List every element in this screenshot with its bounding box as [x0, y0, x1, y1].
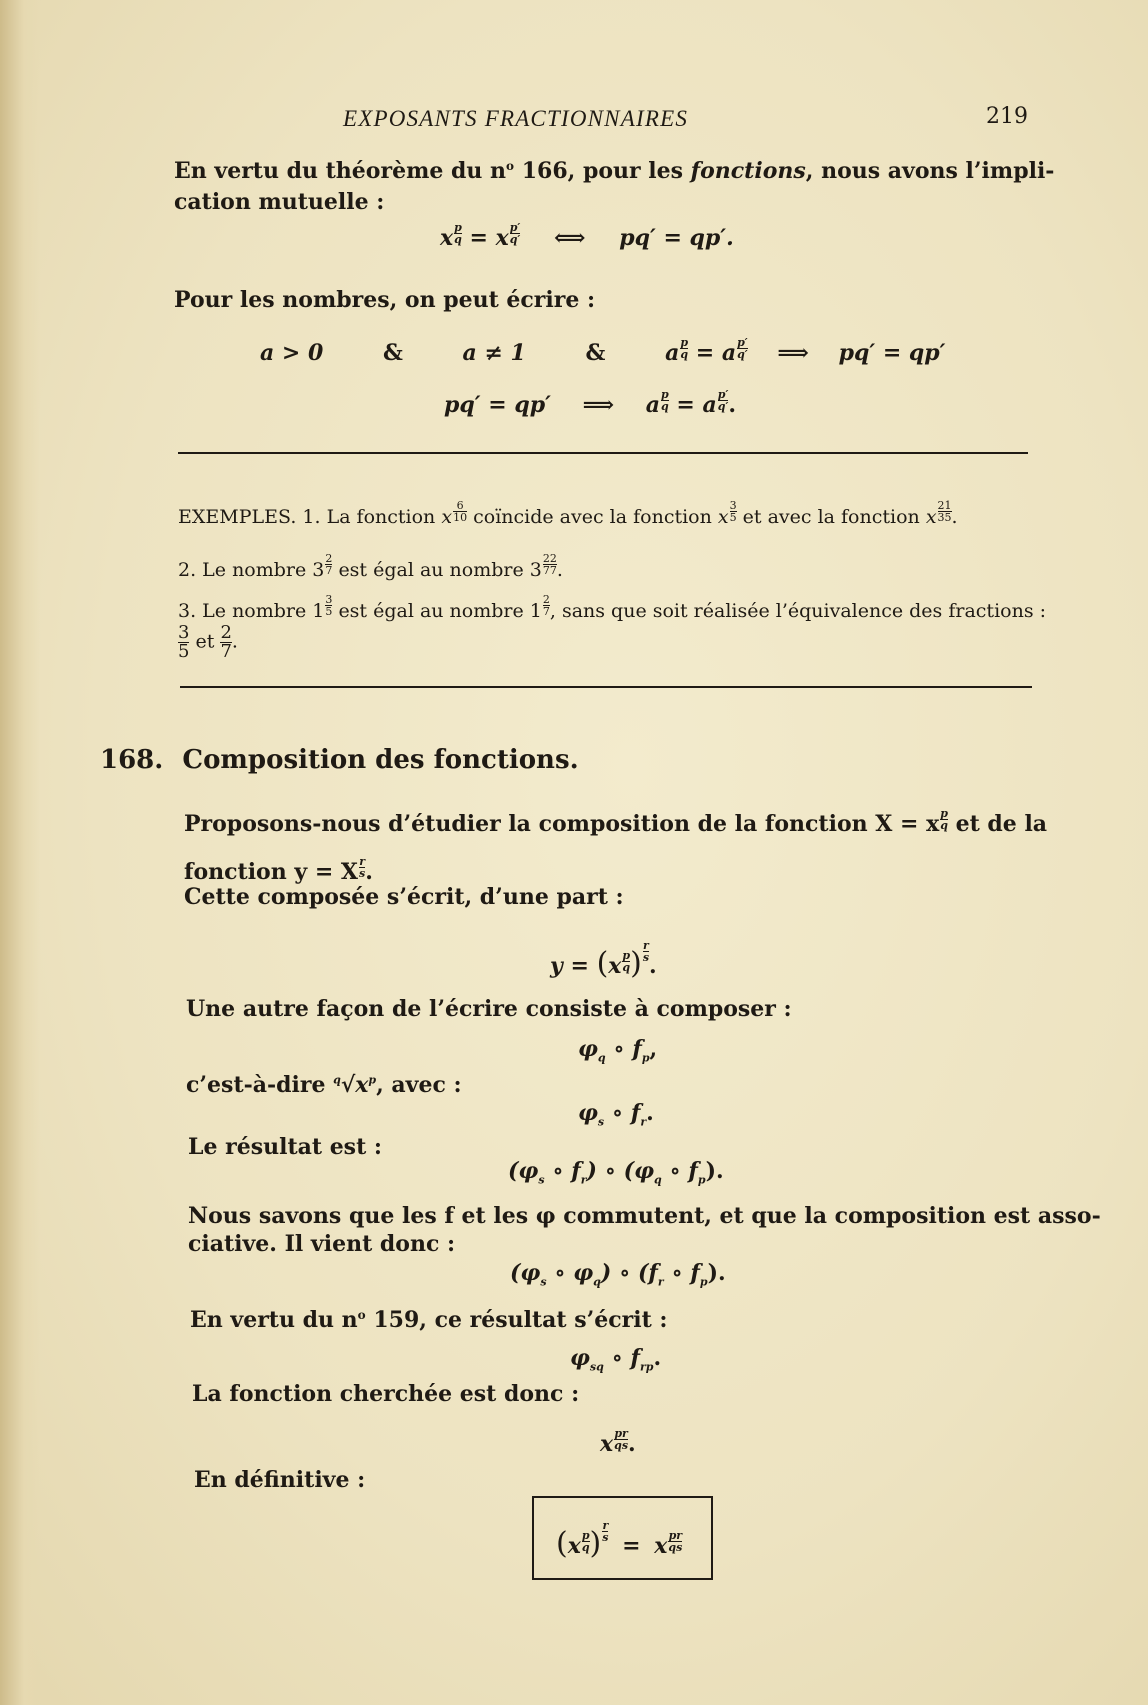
examples-top-rule	[178, 452, 1028, 454]
section-paragraph-6: Le résultat est :	[188, 1134, 383, 1160]
result-composition-1: ($\varphi_s$ ∘ $f_r$) ∘ ($\varphi_q$ ∘ $f_p$).	[508, 1158, 724, 1187]
example-3: 3. Le nombre 1 $\frac{3}{5}$ est égal au nombre 1 $\frac{2}{7}$ , sans que soit réalisée l’équivalence des fractions :	[178, 593, 1047, 622]
composition-phi-s-f-r: $\varphi_s$ ∘ $f_r$.	[578, 1100, 654, 1129]
equation-numbers-converse: pq′ = qp′ ⟹ a $\frac{p}{q}$ = a $\frac{p'}{q'}$ .	[444, 388, 737, 418]
section-paragraph-10: En définitive :	[194, 1467, 366, 1493]
section-paragraph-5: c’est-à-dire $^q√x^p$, avec :	[186, 1072, 462, 1098]
intro-line-1: En vertu du théorème du $n^o$ 166, pour les fonctions, nous avons l’impli-	[174, 158, 1055, 184]
section-paragraph-3: Cette composée s’écrit, d’une part :	[184, 884, 624, 910]
composition-phi-q-f-p: $\varphi_q$ ∘ $f_p$,	[578, 1036, 658, 1065]
section-paragraph-7b: ciative. Il vient donc :	[188, 1231, 456, 1257]
book-spine-shadow	[0, 0, 40, 1705]
section-paragraph-4: Une autre façon de l’écrire consiste à composer :	[186, 996, 792, 1022]
equation-numbers-condition: a > 0 & a ≠ 1 & a $\frac{p}{q}$ = a $\frac{p'}{q'}$ ⟹ pq′ = qp′	[260, 336, 946, 366]
examples-bottom-rule	[180, 686, 1032, 688]
equation-function-implication: x $\frac{p}{q}$ = x $\frac{p'}{q'}$ ⟺ pq′ = qp′.	[440, 221, 734, 251]
intro-line-2: cation mutuelle :	[174, 189, 385, 215]
section-heading	[100, 745, 579, 775]
section-paragraph-1: Proposons-nous d’étudier la composition de la fonction X = x $\frac{p}{q}$ et de la	[184, 807, 1048, 837]
example-1: EXEMPLES. 1. La fonction x $\frac{6}{10}$ coïncide avec la fonction x $\frac{3}{5}$ et avec la fonction x $\frac{21}{35}$ .	[178, 499, 958, 528]
section-paragraph-2: fonction y = X $\frac{r}{s}$ .	[184, 855, 373, 885]
boxed-equation: (x $\frac{p}{q}$ ) $\frac{r}{s}$ = x $\frac{pr}{qs}$	[556, 1519, 683, 1561]
example-3-fractions: $\frac{3}{5}$ et $\frac{2}{7}$ .	[178, 622, 238, 662]
result-function: x $\frac{pr}{qs}$ .	[600, 1427, 636, 1457]
example-2: 2. Le nombre 3 $\frac{2}{7}$ est égal au nombre 3 $\frac{22}{77}$ .	[178, 552, 563, 581]
section-paragraph-7a: Nous savons que les f et les φ commutent, et que la composition est asso-	[188, 1203, 1101, 1229]
result-composition-3: $\varphi_{sq}$ ∘ $f_{rp}$.	[570, 1345, 662, 1374]
section-paragraph-8: En vertu du $n^o$ 159, ce résultat s’écrit :	[190, 1307, 668, 1333]
section-number: 168.	[100, 745, 164, 775]
equation-composite: y = (x $\frac{p}{q}$ ) $\frac{r}{s}$ .	[550, 939, 657, 981]
section-paragraph-9: La fonction cherchée est donc :	[192, 1381, 580, 1407]
page-number: 219	[986, 104, 1028, 129]
result-composition-2: ($\varphi_s$ ∘ $\varphi_q$) ∘ ($f_r$ ∘ $f_p$).	[510, 1260, 726, 1289]
running-header: EXPOSANTS FRACTIONNAIRES	[343, 106, 689, 131]
numbers-lead: Pour les nombres, on peut écrire :	[174, 287, 596, 313]
section-title: Composition des fonctions.	[182, 745, 579, 775]
